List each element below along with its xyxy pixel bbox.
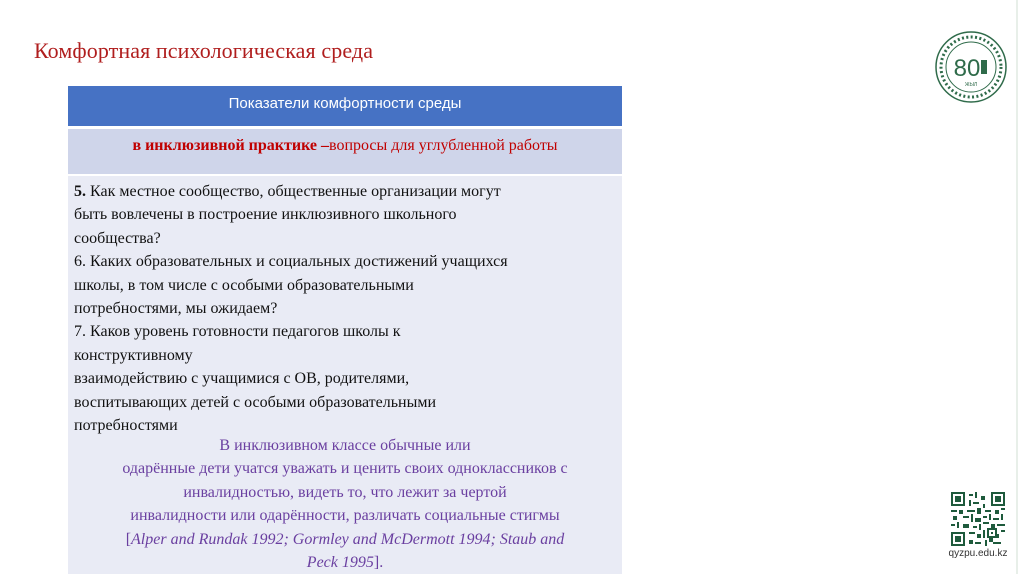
- question-7: 7. Каков уровень готовности педагогов школы к конструктивному взаимодействию с учащимися с ОВ, родителями, воспитывающих детей с особыми образовательными потребностями: [74, 323, 437, 435]
- logo-caption: ЖЫЛ: [964, 82, 978, 88]
- logo-number: 80: [953, 55, 981, 82]
- slide-title: Комфортная психологическая среда: [34, 38, 374, 63]
- tower-icon: [981, 60, 987, 74]
- website-url[interactable]: qyzpu.edu.kz: [948, 548, 1008, 559]
- question-6: 6. Каких образовательных и социальных достижений учащихся школы, в том числе с особыми образовательными потребностями, мы ожидаем?: [74, 253, 508, 318]
- table-subheader: [68, 129, 622, 174]
- comfort-indicators-table: [68, 86, 622, 574]
- quote-end: ].: [373, 554, 384, 572]
- question-5: Как местное сообщество, общественные организации могут быть вовлечены в построение инклюзивного школьного сообщества?: [74, 183, 501, 247]
- table-body: [68, 176, 622, 574]
- subheader-rest: вопросы для углубленной работы: [329, 137, 558, 154]
- quote-citation: Alper and Rundak 1992; Gormley and McDermott 1994; Staub and Peck 1995: [131, 530, 565, 572]
- inclusion-quote: [72, 434, 618, 574]
- table-header: Показатели комфортности среды: [68, 86, 622, 126]
- qr-code-icon[interactable]: [951, 492, 1005, 546]
- questions-list: [74, 180, 614, 437]
- quote-text: В инклюзивном классе обычные или одарённые дети учатся уважать и ценить своих одноклассников с инвалидностью, видеть то, что лежит за чертой инвалидности или одарённости, различать социальные стигмы [: [122, 437, 568, 548]
- subheader-bold: в инклюзивной практике –: [132, 137, 329, 154]
- university-80-logo: [934, 30, 1008, 104]
- question-5-number: 5.: [74, 183, 86, 200]
- slide-edge-line: [1016, 0, 1018, 574]
